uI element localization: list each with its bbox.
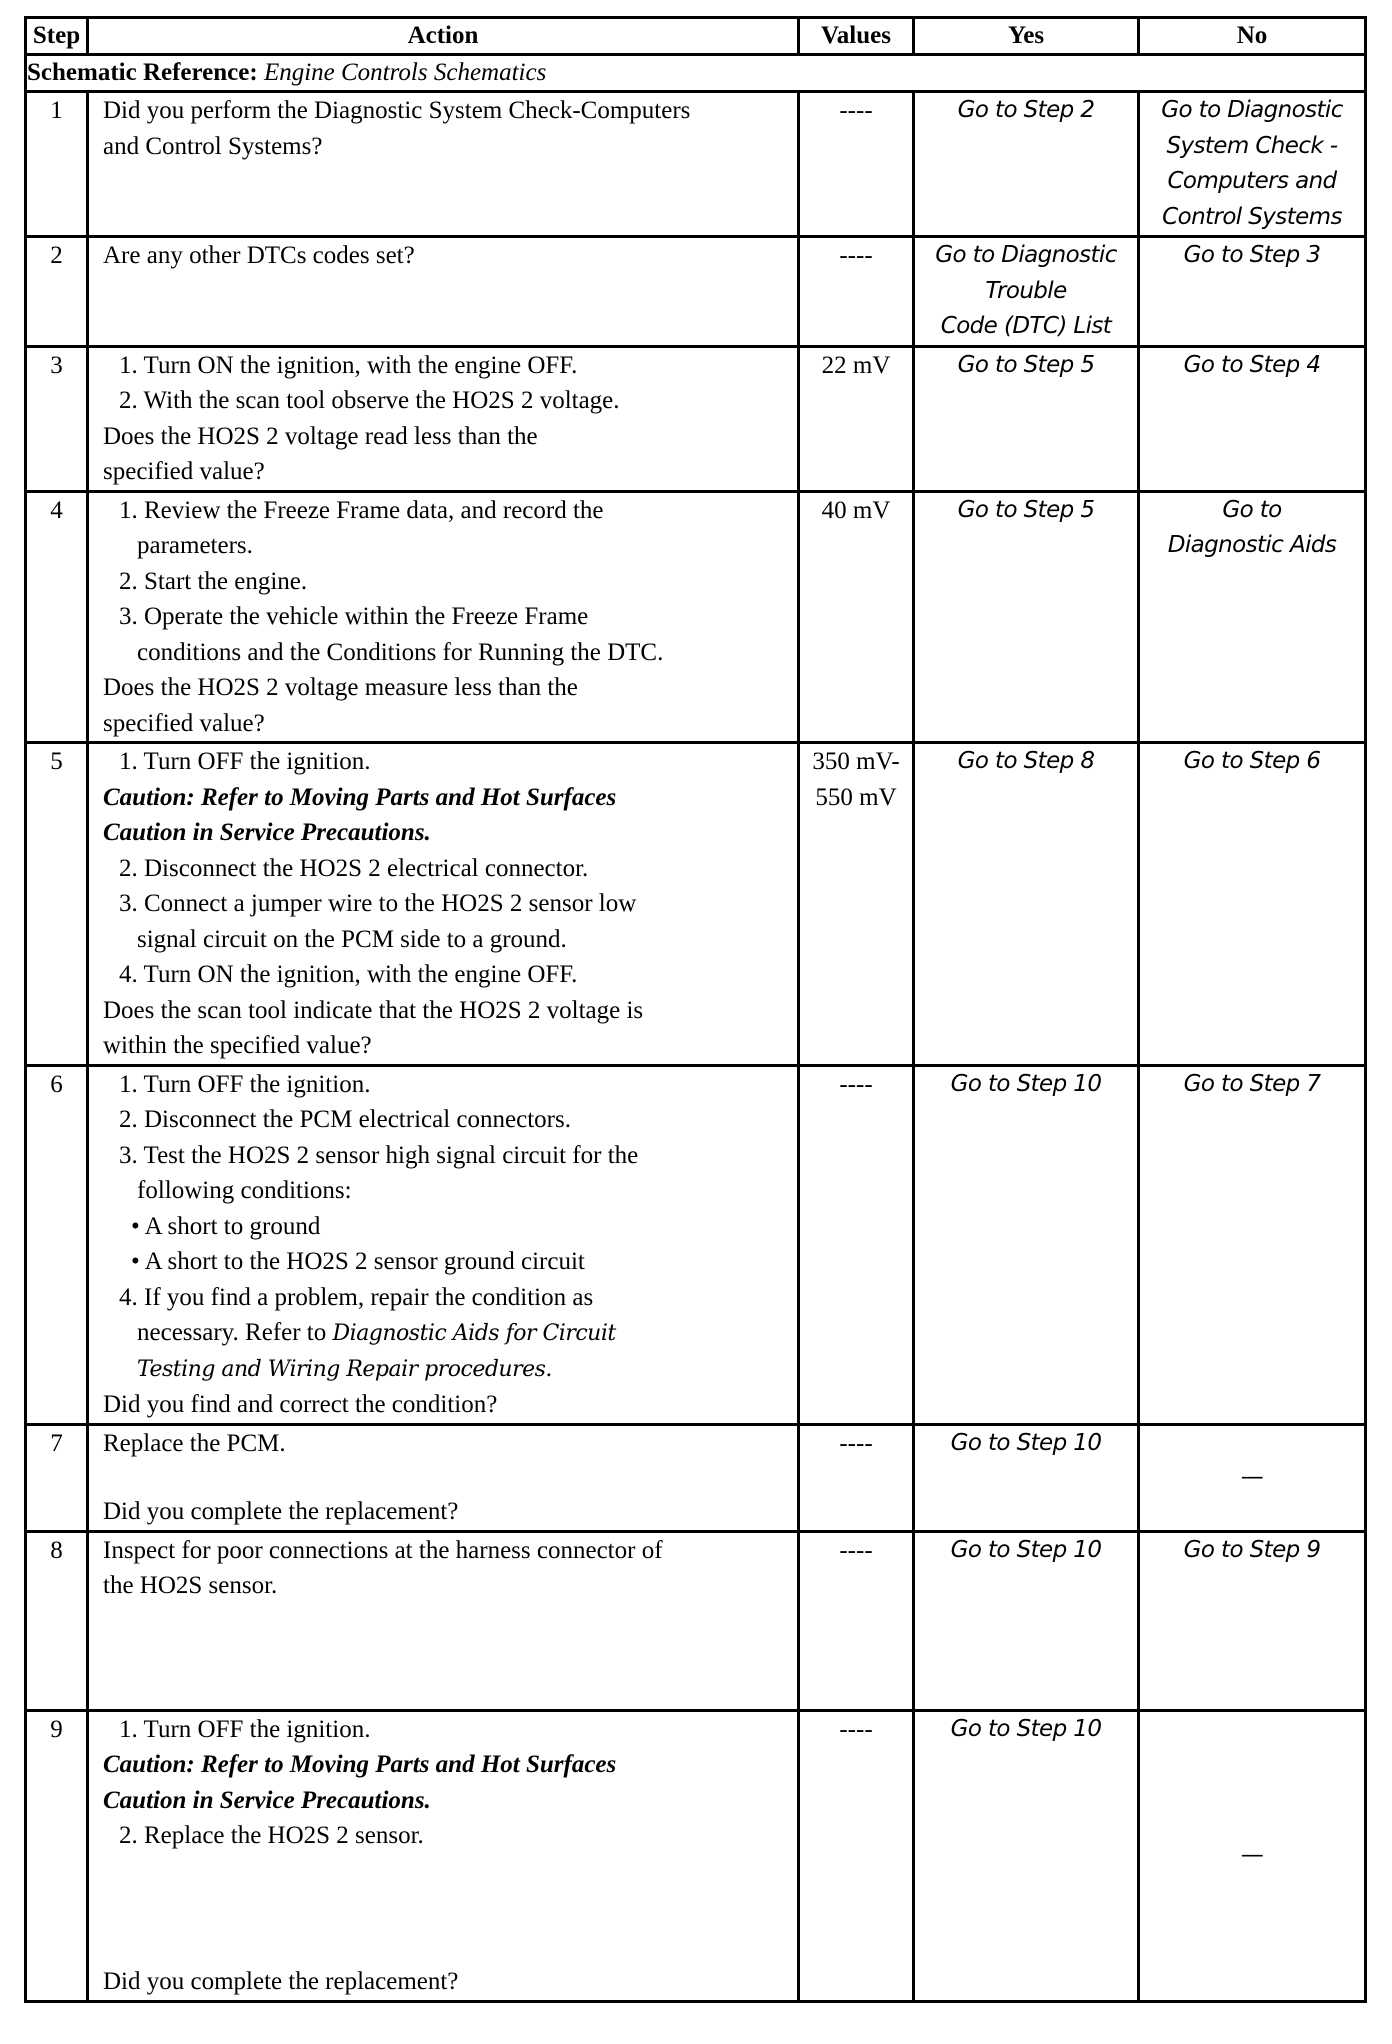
action-step-3: 3. Connect a jumper wire to the HO2S 2 sensor low xyxy=(119,890,637,917)
action-question: Does the HO2S 2 voltage measure less than the xyxy=(103,674,578,701)
goto-link[interactable]: Go to Step 10 xyxy=(950,1715,1102,1742)
header-values: Values xyxy=(799,18,914,55)
header-action: Action xyxy=(88,18,799,55)
action-question: Did you complete the replacement? xyxy=(103,1968,459,1995)
bullet-item: • A short to the HO2S 2 sensor ground circuit xyxy=(131,1248,585,1275)
step-number: 5 xyxy=(26,743,88,1066)
action-question: Does the HO2S 2 voltage read less than the xyxy=(103,422,538,450)
yes-cell xyxy=(914,237,1139,347)
table-row-step-1 xyxy=(26,92,1366,237)
action-cell xyxy=(88,1065,799,1424)
action-step-1: 1. Review the Freeze Frame data, and record the xyxy=(119,496,604,524)
step-number: 8 xyxy=(26,1531,88,1710)
action-step-4-cont xyxy=(103,1315,797,1352)
goto-link[interactable]: Computers and xyxy=(1167,168,1337,194)
yes-cell xyxy=(914,92,1139,237)
action-question: Did you complete the replacement? xyxy=(103,1498,459,1525)
action-step-4: 4. Turn ON the ignition, with the engine OFF. xyxy=(119,961,578,988)
goto-link[interactable]: Go to xyxy=(1222,496,1282,523)
bullet-item: • A short to ground xyxy=(131,1212,321,1240)
values-cell: ---- xyxy=(799,237,914,347)
action-steps xyxy=(103,1712,797,1854)
step-number: 6 xyxy=(26,1065,88,1424)
diagnostic-aids-link[interactable]: Diagnostic Aids for Circuit xyxy=(332,1321,616,1346)
action-step-1: 1. Turn OFF the ignition. xyxy=(119,1070,371,1098)
action-cell xyxy=(88,743,799,1066)
value-line: 550 mV xyxy=(815,783,897,811)
yes-cell xyxy=(914,1710,1139,2001)
no-cell xyxy=(1139,237,1366,347)
caution-text: Caution: Refer to Moving Parts and Hot Surfaces xyxy=(103,1751,617,1778)
goto-link[interactable]: System Check - xyxy=(1166,132,1338,159)
no-cell xyxy=(1139,1710,1366,2001)
diagnostic-table xyxy=(24,16,1367,2003)
caution-text: Caution in Service Precautions. xyxy=(103,819,431,846)
caution-text: Caution: Refer to Moving Parts and Hot Surfaces xyxy=(103,783,617,811)
action-question: specified value? xyxy=(103,458,265,485)
goto-link[interactable]: Control Systems xyxy=(1162,203,1342,230)
goto-link[interactable]: Go to Step 7 xyxy=(1183,1070,1321,1097)
values-cell: ---- xyxy=(799,1710,914,2001)
schematic-reference-row xyxy=(26,55,1366,92)
goto-link[interactable]: Trouble xyxy=(985,277,1067,304)
action-step-3-cont: signal circuit on the PCM side to a ground. xyxy=(137,925,567,953)
table-row-step-2 xyxy=(26,237,1366,347)
yes-cell xyxy=(914,1065,1139,1424)
no-cell xyxy=(1139,346,1366,491)
values-cell: ---- xyxy=(799,1424,914,1531)
step-number: 2 xyxy=(26,237,88,347)
action-cell xyxy=(88,92,799,237)
goto-link[interactable]: Go to Step 8 xyxy=(957,748,1095,774)
diagnostic-aids-link-cont[interactable]: Testing and Wiring Repair procedures. xyxy=(137,1356,552,1382)
step-number: 4 xyxy=(26,491,88,743)
goto-link[interactable]: Go to Step 5 xyxy=(957,351,1095,378)
action-cell xyxy=(88,1710,799,2001)
header-step: Step xyxy=(26,18,88,55)
values-cell: ---- xyxy=(799,92,914,237)
goto-link[interactable]: Go to Step 9 xyxy=(1183,1536,1321,1563)
header-yes: Yes xyxy=(914,18,1139,55)
no-cell xyxy=(1139,743,1366,1066)
values-cell: 22 mV xyxy=(799,346,914,491)
table-row-step-8 xyxy=(26,1531,1366,1710)
step-number: 7 xyxy=(26,1424,88,1531)
goto-link[interactable]: Go to Step 6 xyxy=(1183,748,1321,774)
table-row-step-6 xyxy=(26,1065,1366,1424)
table-row-step-5 xyxy=(26,743,1366,1066)
schematic-reference-link[interactable]: Engine Controls Schematics xyxy=(263,59,547,86)
schematic-reference-label: Schematic Reference: xyxy=(27,59,258,86)
header-no: No xyxy=(1139,18,1366,55)
action-cell xyxy=(88,346,799,491)
goto-link[interactable]: Go to Step 5 xyxy=(957,496,1095,523)
no-action-dash: — xyxy=(1240,1463,1264,1490)
yes-cell xyxy=(914,491,1139,743)
no-cell xyxy=(1139,1065,1366,1424)
action-step-4: 4. If you find a problem, repair the condition as xyxy=(119,1283,594,1311)
goto-link[interactable]: Go to Step 2 xyxy=(957,97,1095,123)
values-cell: 40 mV xyxy=(799,491,914,743)
table-row-step-9 xyxy=(26,1710,1366,2001)
action-step-2: 2. Start the engine. xyxy=(119,567,308,595)
no-cell xyxy=(1139,491,1366,743)
action-line: and Control Systems? xyxy=(103,132,323,160)
action-step-1: 1. Turn OFF the ignition. xyxy=(119,748,371,775)
no-cell xyxy=(1139,1424,1366,1531)
no-cell xyxy=(1139,1531,1366,1710)
action-line: Are any other DTCs codes set? xyxy=(103,242,415,269)
action-step-2: 2. Replace the HO2S 2 sensor. xyxy=(119,1822,424,1849)
action-line: Inspect for poor connections at the harness connector of xyxy=(103,1536,663,1564)
goto-link[interactable]: Go to Step 10 xyxy=(950,1536,1102,1563)
caution-text: Caution in Service Precautions. xyxy=(103,1786,431,1814)
action-step-3-cont: following conditions: xyxy=(137,1177,352,1204)
goto-link[interactable]: Go to Step 3 xyxy=(1183,242,1321,268)
action-step-1: 1. Turn ON the ignition, with the engine OFF. xyxy=(119,351,578,379)
table-row-step-4 xyxy=(26,491,1366,743)
yes-cell xyxy=(914,1424,1139,1531)
action-question: specified value? xyxy=(103,709,265,737)
goto-link[interactable]: Go to Step 10 xyxy=(950,1070,1102,1097)
table-row-step-3 xyxy=(26,346,1366,491)
action-cell xyxy=(88,1531,799,1710)
action-line: Replace the PCM. xyxy=(103,1429,286,1457)
goto-link[interactable]: Go to Diagnostic xyxy=(935,242,1117,268)
values-cell xyxy=(799,743,914,1066)
schematic-reference xyxy=(26,55,1366,92)
action-cell xyxy=(88,237,799,347)
action-step-2: 2. With the scan tool observe the HO2S 2 voltage. xyxy=(119,387,620,414)
action-question: Did you find and correct the condition? xyxy=(103,1391,498,1418)
action-step-1-cont: parameters. xyxy=(137,532,253,559)
values-cell: ---- xyxy=(799,1531,914,1710)
header-row xyxy=(26,18,1366,55)
no-action-dash: — xyxy=(1240,1841,1264,1868)
goto-link[interactable]: Go to Step 4 xyxy=(1183,351,1321,378)
table-row-step-7 xyxy=(26,1424,1366,1531)
action-step-2: 2. Disconnect the PCM electrical connectors. xyxy=(119,1106,571,1133)
step-number: 3 xyxy=(26,346,88,491)
goto-link[interactable]: Go to Step 10 xyxy=(950,1429,1102,1456)
action-step-2: 2. Disconnect the HO2S 2 electrical connector. xyxy=(119,854,589,882)
action-question: Does the scan tool indicate that the HO2S 2 voltage is xyxy=(103,996,644,1024)
no-cell xyxy=(1139,92,1366,237)
value-line: 350 mV- xyxy=(812,748,900,775)
action-step-3: 3. Test the HO2S 2 sensor high signal circuit for the xyxy=(119,1141,639,1169)
action-step-4-text: necessary. Refer to xyxy=(137,1319,327,1346)
action-step-3: 3. Operate the vehicle within the Freeze Frame xyxy=(119,603,589,630)
yes-cell xyxy=(914,1531,1139,1710)
step-number: 1 xyxy=(26,92,88,237)
goto-link[interactable]: Diagnostic Aids xyxy=(1167,532,1337,558)
action-question: within the specified value? xyxy=(103,1032,372,1059)
yes-cell xyxy=(914,346,1139,491)
action-cell xyxy=(88,491,799,743)
action-cell xyxy=(88,1424,799,1531)
action-step-1: 1. Turn OFF the ignition. xyxy=(119,1715,371,1743)
action-line: Did you perform the Diagnostic System Check-Computers xyxy=(103,97,691,124)
yes-cell xyxy=(914,743,1139,1066)
action-step-3-cont: conditions and the Conditions for Running the DTC. xyxy=(137,638,664,666)
action-line: the HO2S sensor. xyxy=(103,1572,278,1599)
goto-link[interactable]: Go to Diagnostic xyxy=(1161,97,1343,123)
step-number: 9 xyxy=(26,1710,88,2001)
goto-link[interactable]: Code (DTC) List xyxy=(940,313,1112,339)
values-cell: ---- xyxy=(799,1065,914,1424)
